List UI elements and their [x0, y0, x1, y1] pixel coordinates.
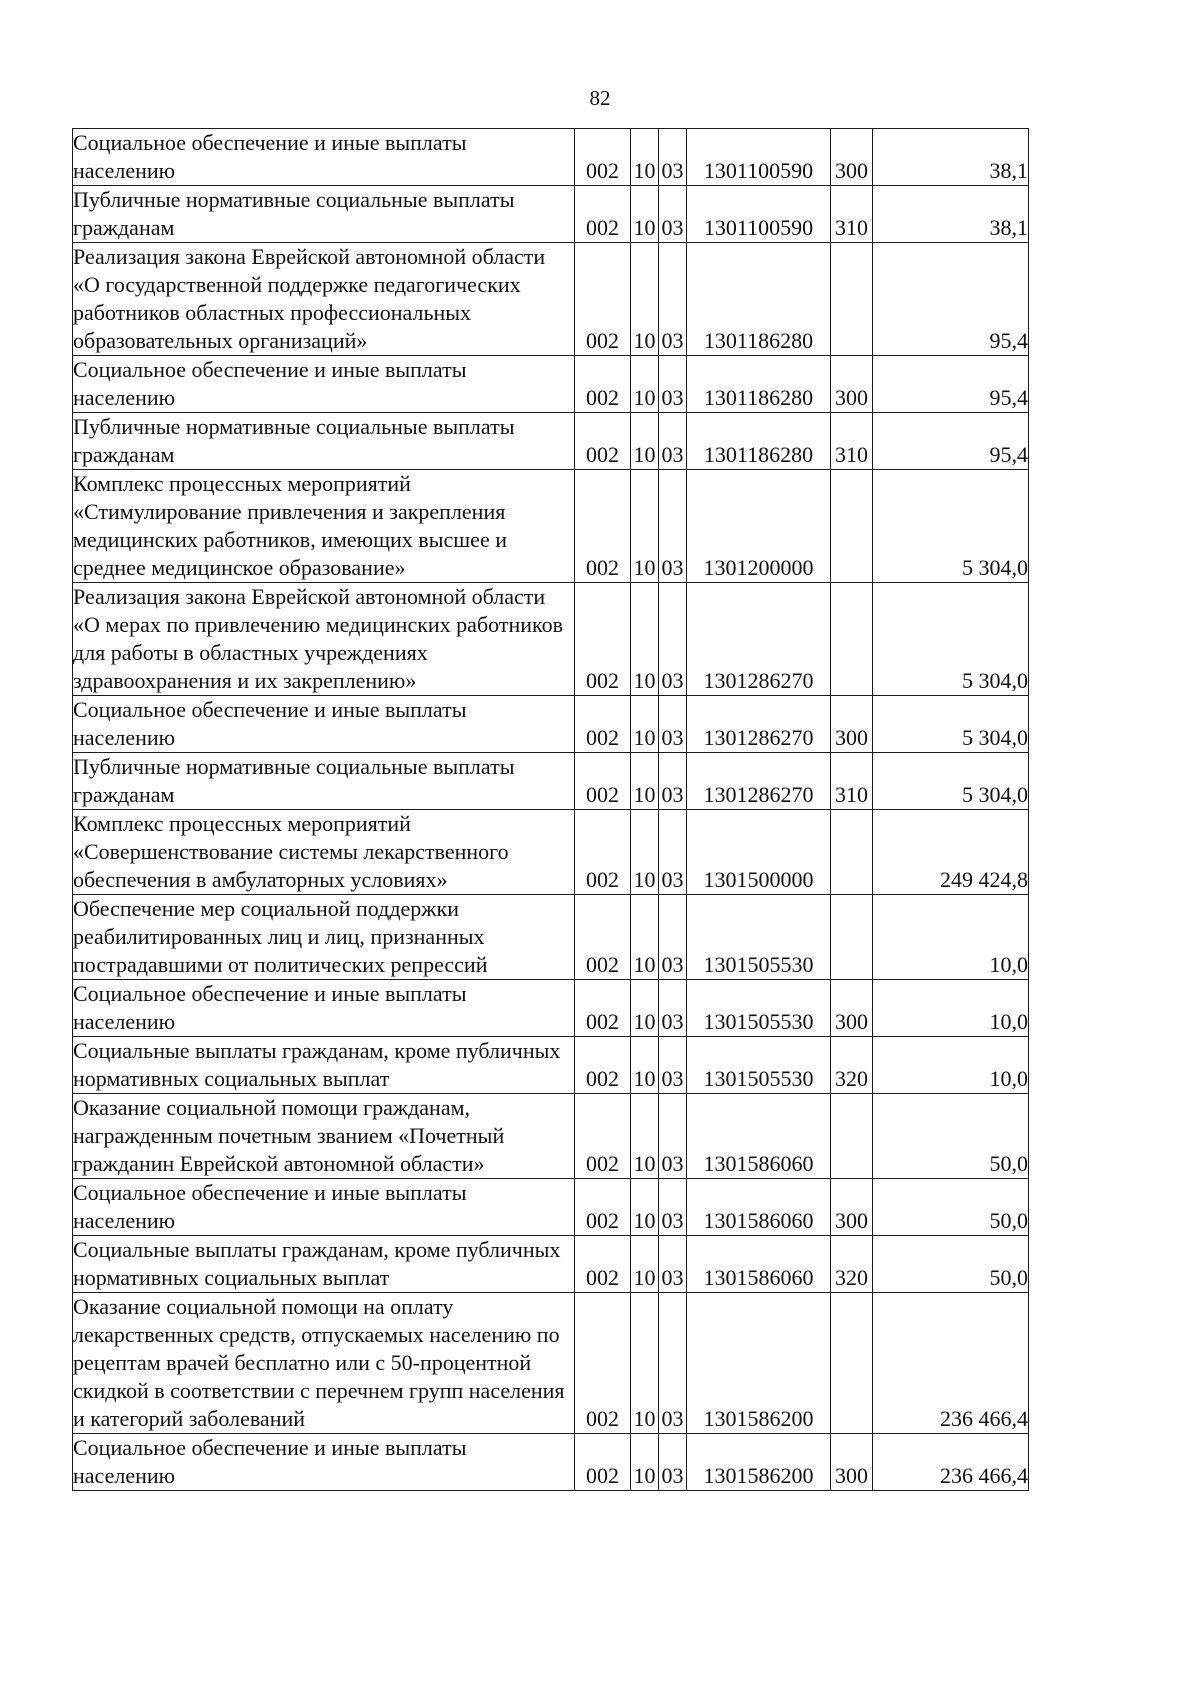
table-row — [73, 243, 1029, 356]
subsection-code: 03 — [659, 1037, 687, 1094]
expense-type-code: 320 — [831, 1236, 873, 1293]
amount: 50,0 — [873, 1236, 1029, 1293]
ministry-code: 002 — [575, 1179, 631, 1236]
row-name: Социальные выплаты гражданам, кроме публичных нормативных социальных выплат — [73, 1236, 575, 1293]
section-code: 10 — [631, 356, 659, 413]
amount: 249 424,8 — [873, 810, 1029, 895]
table-row — [73, 753, 1029, 810]
target-article-code: 1301100590 — [687, 186, 831, 243]
target-article-code: 1301586060 — [687, 1094, 831, 1179]
section-code: 10 — [631, 1236, 659, 1293]
section-code: 10 — [631, 1179, 659, 1236]
table-row — [73, 413, 1029, 470]
amount: 5 304,0 — [873, 583, 1029, 696]
amount: 10,0 — [873, 1037, 1029, 1094]
expense-type-code — [831, 243, 873, 356]
subsection-code: 03 — [659, 810, 687, 895]
subsection-code: 03 — [659, 413, 687, 470]
ministry-code: 002 — [575, 583, 631, 696]
target-article-code: 1301586060 — [687, 1179, 831, 1236]
target-article-code: 1301586200 — [687, 1293, 831, 1434]
ministry-code: 002 — [575, 186, 631, 243]
expense-type-code — [831, 810, 873, 895]
subsection-code: 03 — [659, 1293, 687, 1434]
row-name: Реализация закона Еврейской автономной области «О мерах по привлечению медицинских работников для работы в областных учреждениях здравоохранения и их закреплению» — [73, 583, 575, 696]
subsection-code: 03 — [659, 1236, 687, 1293]
amount: 5 304,0 — [873, 696, 1029, 753]
ministry-code: 002 — [575, 413, 631, 470]
row-name: Реализация закона Еврейской автономной области «О государственной поддержке педагогических работников областных профессиональных образовательных организаций» — [73, 243, 575, 356]
amount: 10,0 — [873, 980, 1029, 1037]
amount: 10,0 — [873, 895, 1029, 980]
amount: 236 466,4 — [873, 1293, 1029, 1434]
table-row — [73, 696, 1029, 753]
ministry-code: 002 — [575, 696, 631, 753]
section-code: 10 — [631, 1434, 659, 1491]
table-row — [73, 1094, 1029, 1179]
row-name: Оказание социальной помощи гражданам, награжденным почетным званием «Почетный гражданин Еврейской автономной области» — [73, 1094, 575, 1179]
subsection-code: 03 — [659, 186, 687, 243]
table-row — [73, 186, 1029, 243]
section-code: 10 — [631, 243, 659, 356]
ministry-code: 002 — [575, 470, 631, 583]
table-row — [73, 810, 1029, 895]
subsection-code: 03 — [659, 243, 687, 356]
target-article-code: 1301286270 — [687, 753, 831, 810]
target-article-code: 1301100590 — [687, 129, 831, 186]
amount: 38,1 — [873, 129, 1029, 186]
target-article-code: 1301286270 — [687, 583, 831, 696]
row-name: Социальное обеспечение и иные выплаты населению — [73, 1179, 575, 1236]
section-code: 10 — [631, 186, 659, 243]
expense-type-code — [831, 1094, 873, 1179]
target-article-code: 1301186280 — [687, 413, 831, 470]
page-number: 82 — [589, 86, 611, 110]
amount: 5 304,0 — [873, 753, 1029, 810]
amount: 236 466,4 — [873, 1434, 1029, 1491]
target-article-code: 1301186280 — [687, 356, 831, 413]
section-code: 10 — [631, 1094, 659, 1179]
ministry-code: 002 — [575, 129, 631, 186]
ministry-code: 002 — [575, 810, 631, 895]
subsection-code: 03 — [659, 696, 687, 753]
subsection-code: 03 — [659, 753, 687, 810]
table-row — [73, 583, 1029, 696]
expense-type-code: 300 — [831, 980, 873, 1037]
expense-type-code — [831, 1293, 873, 1434]
expense-type-code: 300 — [831, 696, 873, 753]
amount: 50,0 — [873, 1179, 1029, 1236]
amount: 50,0 — [873, 1094, 1029, 1179]
table-row — [73, 1179, 1029, 1236]
section-code: 10 — [631, 1293, 659, 1434]
ministry-code: 002 — [575, 895, 631, 980]
row-name: Публичные нормативные социальные выплаты гражданам — [73, 413, 575, 470]
section-code: 10 — [631, 810, 659, 895]
target-article-code: 1301200000 — [687, 470, 831, 583]
ministry-code: 002 — [575, 243, 631, 356]
target-article-code: 1301505530 — [687, 1037, 831, 1094]
target-article-code: 1301586200 — [687, 1434, 831, 1491]
amount: 95,4 — [873, 243, 1029, 356]
subsection-code: 03 — [659, 470, 687, 583]
row-name: Социальное обеспечение и иные выплаты населению — [73, 356, 575, 413]
subsection-code: 03 — [659, 980, 687, 1037]
amount: 95,4 — [873, 356, 1029, 413]
subsection-code: 03 — [659, 1094, 687, 1179]
subsection-code: 03 — [659, 129, 687, 186]
expense-type-code: 300 — [831, 356, 873, 413]
section-code: 10 — [631, 980, 659, 1037]
ministry-code: 002 — [575, 1037, 631, 1094]
table-row — [73, 1434, 1029, 1491]
target-article-code: 1301505530 — [687, 980, 831, 1037]
ministry-code: 002 — [575, 1094, 631, 1179]
table-row — [73, 356, 1029, 413]
expense-type-code: 300 — [831, 129, 873, 186]
ministry-code: 002 — [575, 356, 631, 413]
table-row — [73, 129, 1029, 186]
table-row — [73, 470, 1029, 583]
ministry-code: 002 — [575, 1236, 631, 1293]
budget-table — [72, 128, 1029, 1491]
expense-type-code: 300 — [831, 1179, 873, 1236]
table-row — [73, 895, 1029, 980]
subsection-code: 03 — [659, 356, 687, 413]
section-code: 10 — [631, 895, 659, 980]
target-article-code: 1301586060 — [687, 1236, 831, 1293]
expense-type-code: 300 — [831, 1434, 873, 1491]
target-article-code: 1301505530 — [687, 895, 831, 980]
subsection-code: 03 — [659, 583, 687, 696]
row-name: Обеспечение мер социальной поддержки реабилитированных лиц и лиц, признанных пострадавшими от политических репрессий — [73, 895, 575, 980]
section-code: 10 — [631, 129, 659, 186]
table-body — [73, 129, 1029, 1491]
target-article-code: 1301500000 — [687, 810, 831, 895]
row-name: Публичные нормативные социальные выплаты гражданам — [73, 753, 575, 810]
section-code: 10 — [631, 1037, 659, 1094]
expense-type-code: 320 — [831, 1037, 873, 1094]
target-article-code: 1301186280 — [687, 243, 831, 356]
expense-type-code: 310 — [831, 413, 873, 470]
amount: 95,4 — [873, 413, 1029, 470]
row-name: Публичные нормативные социальные выплаты гражданам — [73, 186, 575, 243]
table-row — [73, 980, 1029, 1037]
ministry-code: 002 — [575, 1293, 631, 1434]
table-row — [73, 1037, 1029, 1094]
subsection-code: 03 — [659, 1179, 687, 1236]
section-code: 10 — [631, 583, 659, 696]
row-name: Социальное обеспечение и иные выплаты населению — [73, 980, 575, 1037]
row-name: Социальное обеспечение и иные выплаты населению — [73, 129, 575, 186]
expense-type-code: 310 — [831, 753, 873, 810]
row-name: Социальное обеспечение и иные выплаты населению — [73, 696, 575, 753]
expense-type-code — [831, 895, 873, 980]
row-name: Комплекс процессных мероприятий «Совершенствование системы лекарственного обеспечения в амбулаторных условиях» — [73, 810, 575, 895]
subsection-code: 03 — [659, 895, 687, 980]
amount: 38,1 — [873, 186, 1029, 243]
section-code: 10 — [631, 753, 659, 810]
ministry-code: 002 — [575, 753, 631, 810]
amount: 5 304,0 — [873, 470, 1029, 583]
section-code: 10 — [631, 696, 659, 753]
expense-type-code — [831, 583, 873, 696]
row-name: Социальное обеспечение и иные выплаты населению — [73, 1434, 575, 1491]
row-name: Социальные выплаты гражданам, кроме публичных нормативных социальных выплат — [73, 1037, 575, 1094]
table-row — [73, 1236, 1029, 1293]
ministry-code: 002 — [575, 1434, 631, 1491]
section-code: 10 — [631, 413, 659, 470]
target-article-code: 1301286270 — [687, 696, 831, 753]
expense-type-code: 310 — [831, 186, 873, 243]
section-code: 10 — [631, 470, 659, 583]
ministry-code: 002 — [575, 980, 631, 1037]
row-name: Оказание социальной помощи на оплату лекарственных средств, отпускаемых населению по рецептам врачей бесплатно или с 50-процентной скидкой в соответствии с перечнем групп населения и категорий заболеваний — [73, 1293, 575, 1434]
row-name: Комплекс процессных мероприятий «Стимулирование привлечения и закрепления медицинских работников, имеющих высшее и среднее медицинское образование» — [73, 470, 575, 583]
subsection-code: 03 — [659, 1434, 687, 1491]
expense-type-code — [831, 470, 873, 583]
table-row — [73, 1293, 1029, 1434]
